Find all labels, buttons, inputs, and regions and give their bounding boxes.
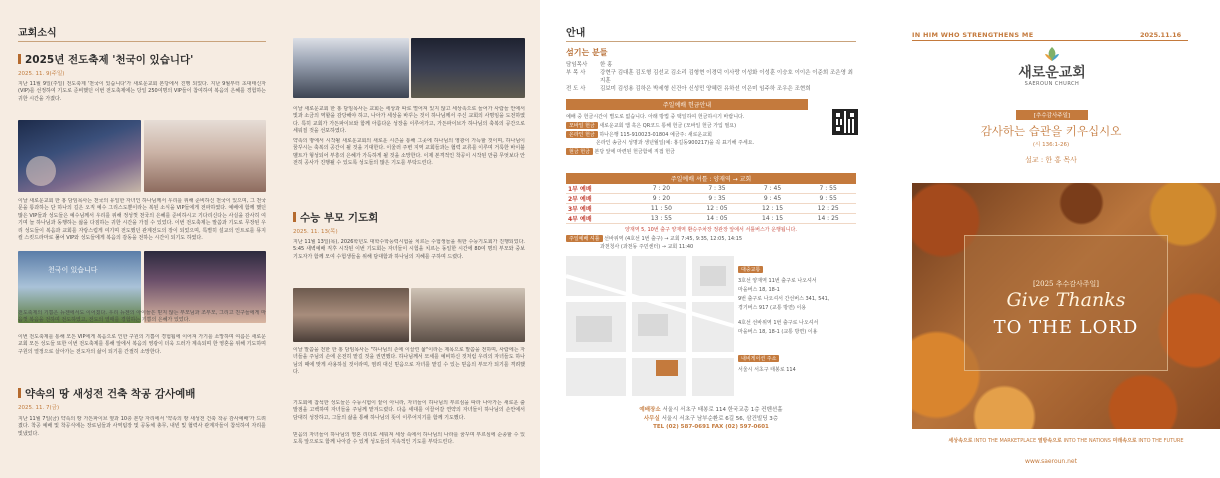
photo-groundbreaking-crowd [293, 38, 409, 98]
info-footer: 예배장소 서울시 서초구 태봉로 114 한국교총 1층 컨벤션홀 사무실 서울시 서초구 남부순환로 6길 56, 삼건빌딩 3층 TEL (02) 587-0691 FAX (02) 597-0601 [566, 406, 856, 432]
issue-date: 2025.11.16 [1140, 31, 1182, 39]
photo-evangelism-stage [18, 120, 141, 192]
article-paragraph: 기도회에 참석한 성도들은 수능시험이 끝이 아니라, 자녀들이 하나님의 부르심을 따라 나아가는 새로운 출발점을 고백하며 자녀들을 주님께 맡겨드렸다. 다음 세대를 이끌어갈 연약의 자녀들이 하나님의 손안에서 담대히 성장하고, 그들의 삶을 통해 하나님의 뜻이 이루어지기를 함께 기도했다. [293, 400, 525, 421]
staff-row: 부 목 사 강현구 김대훈 김도형 김선교 김소리 김형현 이경덕 이사랑 이성화 이성훈 이승호 이이은 이준희 조은영 최지훈 [566, 70, 853, 84]
logo-mark-icon [1043, 46, 1061, 62]
info-panel [540, 0, 882, 478]
article-evangelism [18, 52, 266, 118]
banner-script-title: Give Thanks [1006, 289, 1126, 311]
cash-offering-tag: 현금 헌금 [566, 148, 593, 155]
article-date: 2025. 11. 9(주일) [18, 71, 65, 77]
article-paragraph: 이날 새로운교회 한 홍 담임목사는 천국의 유일한 자녀인 하나님께서 우리를 위해 준비하신 천국이 있으며, 그 천국문을 통과하는 단 하나의 길은 오직 예수 그리스도뿐이라는 복된 소식을 VIP들에게 전파하였다. 예배에 함께 했던 많은 VIP들과 성도들은 예수님께서 우리를 위해 정성껏 천국의 은혜를 준비하시고 기다리신다는 사실을 감사히 여기며 늘 하나님과 동행하는 삶을 다짐하는 귀한 시간을 가질 수 있었다. 이번 전도축제는 말씀과 기도로 무장된 우리 성도들이 복음과 교회를 자랑스럽게 여기며 전도했던 관계전도의 장이 되었으며, 특별히 설교의 인트로를 뮤지컬 스킷드라마로 풀어 VIP와 성도들에게 복음의 감동을 전하는 시간이 되기도 하였다. [18, 198, 266, 242]
directions-area [566, 256, 856, 396]
church-name: 새로운교회 [1018, 65, 1086, 81]
article-paragraph: 믿음의 자녀들이 하나님의 영혼 리더로 세워져 세상 속에서 하나님의 나라를 꿈꾸며 부르심에 순종할 수 있도록 앞으로도 함께 나아갈 수 있게 성도들의 지속적인 기도를 부탁드린다. [293, 432, 525, 446]
article-paragraph: 지난 11월 9일(주일) 전도축제 '천국이 있습니다'가 새로운교회 본당에서 진행 되었다. 지난 9월부터 초대태신자(VIP)를 선정하여 기도로 준비했던 이번 전도축제에는 당일 250여명의 VIP들이 참여하여 복음의 은혜를 경험하는 귀한 시간을 가졌다. [18, 81, 266, 102]
offering-box: 주일예배 헌금안내 예배 중 헌금시간이 별도로 없습니다. 아래 방법 중 택일하여 헌금하시기 바랍니다. 모바일 헌금 새로운교회 앱 혹은 QR코드 통해 헌금 (모바일 헌금 가입 필요) 온라인 헌금 하나은행 115-910023-01804 예금주: 새로운교회 온라인 송금시 성명과 생년월일(예: 홍길동900217)을 꼭 표기해 주세요. 현금 헌금 본당 앞에 마련된 헌금함에 직접 헌금 [566, 99, 856, 169]
article-paragraph: 이날 말씀을 전한 한 홍 담임목사는 "하나님의 손에 이끌린 삶"이라는 제목으로 말씀을 전하며, 사람에는 자녀들을 주님의 손에 온전히 맡길 것을 권면했다. 하나님께서 모세를 예비하신 것처럼 우리의 자녀들도 하나님의 때에 맞게 사용하실 것이라며, 염려 대신 믿음으로 자녀를 맡길 수 있는 믿음의 부모가 되기를 격려했다. [293, 347, 525, 376]
article-title: 약속의 땅 새성전 건축 착공 감사예배 [25, 388, 196, 400]
staff-row: 전 도 사 김보미 김성용 김하은 박세형 신건아 신성민 양혜린 유하선 이은미 임주하 조우은 조현희 [566, 86, 811, 92]
shuttle-note: 양재역 5, 10번 출구 양재역 환승주차장 정관장 앞에서 서틀버스가 운행됩니다. [625, 227, 797, 233]
online-offering-tag: 온라인 헌금 [566, 131, 598, 138]
motto: IN HIM WHO STRENGTHENS ME [912, 31, 1034, 39]
schedule-header: 주일예배 셔틀 : 양재역 → 교회 [566, 173, 856, 184]
divider [912, 40, 1188, 41]
staff-list [566, 61, 856, 93]
staff-row: 담임목사 한 홍 [566, 62, 613, 68]
offering-intro: 예배 중 헌금시간이 별도로 없습니다. 아래 방법 중 택일하여 헌금하시기 바랍니다. [566, 114, 745, 120]
transport-info: 대중교통 3호선 양재역 11번 출구로 나오셔서 마을버스 18, 18-1 9번 출구로 나오셔서 간선버스 341, 541, 경기버스 917 (교통 방면) 이용 4호선 선바위역 1번 출구로 나오셔서 마을버스 18, 18-1 (교통 방면) 이용 내비게이션 주소 서울시 서초구 태봉로 114 [738, 267, 830, 373]
preacher: 설교 : 한 홍 목사 [1025, 156, 1077, 164]
section-title-info: 안내 [566, 24, 856, 42]
section-title-news: 교회소식 [18, 24, 266, 42]
article-paragraph: 전도축제의 기쁨은 뉴젠에서도 이어졌다. 우리 뉴젠의 아이들은 믿지 않는 부모님과 조부모, 그리고 친구들에게 마음껏 복음을 전하며 전도하였고, 전도의 열매를 경험하는 기쁨의 은혜가 있었다. [18, 310, 266, 324]
church-name-en: SAEROUN CHURCH [1024, 81, 1080, 87]
person-shape [26, 156, 56, 186]
online-offering-note: 온라인 송금시 성명과 생년월일(예: 홍길동900217)을 꼭 표기해 주세요. [596, 140, 755, 146]
article-date: 2025. 11. 7(금) [18, 405, 60, 411]
church-marker-icon [656, 360, 678, 376]
mobile-offering-tag: 모바일 헌금 [566, 122, 598, 129]
article-paragraph: 지난 11월 7일(금) 약속의 땅 가든파이브 옆과 10층 본당 자리에서 '약속의 땅 새성전 건축 착공 감사예배'가 드려졌다. 착공 예배 및 착공식에는 장로님들과 사역팀장 및 공동체 총무, 내빈 및 협력사 관계자들이 참석하여 자리를 빛냈었다. [18, 416, 266, 437]
banner-label: [2025 추수감사주일] [1032, 280, 1100, 288]
vision-slogan: 세상속으로 INTO THE MARKETPLACE 열방속으로 INTO THE NATIONS 미래속으로 INTO THE FUTURE [948, 438, 1184, 444]
qr-code-icon[interactable] [832, 109, 858, 135]
schedule-table [566, 184, 856, 224]
banner-main-title: TO THE LORD [993, 317, 1139, 338]
table-row: 2부 예배 9 : 20 9 : 35 9 : 45 9 : 55 [566, 194, 856, 204]
photo-prayer-pastor [293, 288, 409, 342]
article-groundbreaking [18, 386, 266, 446]
cover-panel [882, 0, 1220, 478]
navigation-tag: 내비게이션 주소 [738, 355, 779, 362]
article-paragraph: 이날 새로운교회 한 홍 담임목사는 교회는 세상과 따로 떨어져 있지 않고 세상속으로 들어가 사람들 안에서 빛과 소금의 역할을 감당해야 하고, 나아가 세상을 바꾸는 것이 하나님께서 주신 교회의 사명임을 도전하였다. 특히 교회가 가든파이브와 함께 아름다운 성장을 이루어가고, 가든파이브가 하나님의 축복의 공간으로 세워질 것을 선포하였다. [293, 106, 525, 135]
article-title: 2025년 전도축제 '천국이 있습니다' [25, 54, 194, 66]
title-bar-icon [293, 212, 296, 222]
serving-title: 섬기는 분들 [566, 48, 608, 57]
location-map[interactable] [566, 256, 734, 396]
photo-caption: 천국이 있습니다 [48, 266, 98, 274]
sermon-title: 감사하는 습관을 키우십시오 [980, 124, 1122, 138]
article-title: 수능 부모 기도회 [300, 212, 379, 224]
article-prayer-meeting [293, 210, 525, 277]
church-logo [1004, 46, 1100, 94]
news-column-1 [18, 24, 266, 437]
article-paragraph: 약속의 땅에서 시작될 새로운교회의 새로운 시즌을 통해 그곳에 하나님의 영광이 가득할 것이며, 하나님이 꿈꾸시는 축복의 공간이 될 것을 기대한다. 이울러 주변 지역 교회들과는 협력 교류를 이루며 거룩한 바이블벨트가 형성되어 부흥의 은혜가 가득하게 될 것을 소망한다. 이제 본격적인 착공이 시작된 만큼 무엇보다 안전히 공사가 진행될 수 있도록 성도들의 많은 기도를 부탁드린다. [293, 138, 525, 167]
offering-header: 주일예배 헌금안내 [566, 99, 808, 110]
news-panel [0, 0, 540, 478]
title-bar-icon [18, 388, 21, 398]
sermon-tag: [추수감사주일] [1016, 110, 1088, 120]
table-row: 3부 예배 11 : 50 12 : 05 12 : 15 12 : 25 [566, 204, 856, 214]
weekday-shuttle-tag: 주일예배 셔틀 [566, 235, 603, 242]
article-paragraph: 지난 11월 13일(목), 2026학년도 대학수학능력시험을 치르는 수험생들을 위한 수능기도회가 진행되었다. 5:45 새벽예배 직후 시작된 이번 기도회는 자녀들이 시험을 치르는 동일한 시간에 80여 명의 부모와 중보기도자가 함께 모여 수험생들을 위해 담대함과 하나님의 지혜를 구하며 드렸다. [293, 239, 525, 260]
sermon-reference: (시 136:1-26) [1032, 142, 1070, 148]
article-date: 2025. 11. 13(목) [293, 229, 338, 235]
website-link[interactable]: www.saeroun.net [1025, 458, 1077, 465]
public-transport-tag: 대중교통 [738, 266, 763, 273]
photo-prayer-parents [411, 288, 525, 342]
table-row: 4부 예배 13 : 55 14 : 05 14 : 15 14 : 25 [566, 214, 856, 224]
table-row: 1부 예배 7 : 20 7 : 35 7 : 45 7 : 55 [566, 184, 856, 194]
photo-evangelism-congregation [144, 120, 266, 192]
photo-groundbreaking-worship [411, 38, 525, 98]
article-paragraph: 이번 전도축제를 통해 모든 VIP에게 복음으로 인한 구원의 기쁨이 경험됨에 이어져 가기를 소망하며 여름은 새로운교회 모든 성도들 또한 이번 전도축제를 통해 앞에서 복음의 영광이 더욱 드러가 계속되며 한 영혼을 위해 기도하며 구원의 열정으로 살아가는 전도자의 삶이 되기를 간절히 소망한다. [18, 334, 266, 355]
contact-numbers: TEL (02) 587-0691 FAX (02) 597-0601 [653, 424, 769, 430]
title-bar-icon [18, 54, 21, 64]
thanksgiving-banner [912, 183, 1220, 429]
shuttle-schedule: 주일예배 셔틀 : 양재역 → 교회 1부 예배 7 : 20 7 : 35 7 : 45 7 : 55 2부 예배 9 : 20 9 : 35 9 : 45 9 : 55 3부 예배 11 : 50 12 : 05 12 : 15 12 : 25 4부 예배 13 : 55 14 : 05 14 : 15 14 : 25 양재역 5, 10번 출구 양재역 환승주차장 정관장 앞에서 서틀버스가 운행됩니다. 주일예배 셔틀 선바위역 (4호선 1번 출구) → 교회 7:45, 9:35, 12:05, 14:15 과천청사 (과천동 주민센터) → 교회 11:40 [566, 173, 856, 250]
